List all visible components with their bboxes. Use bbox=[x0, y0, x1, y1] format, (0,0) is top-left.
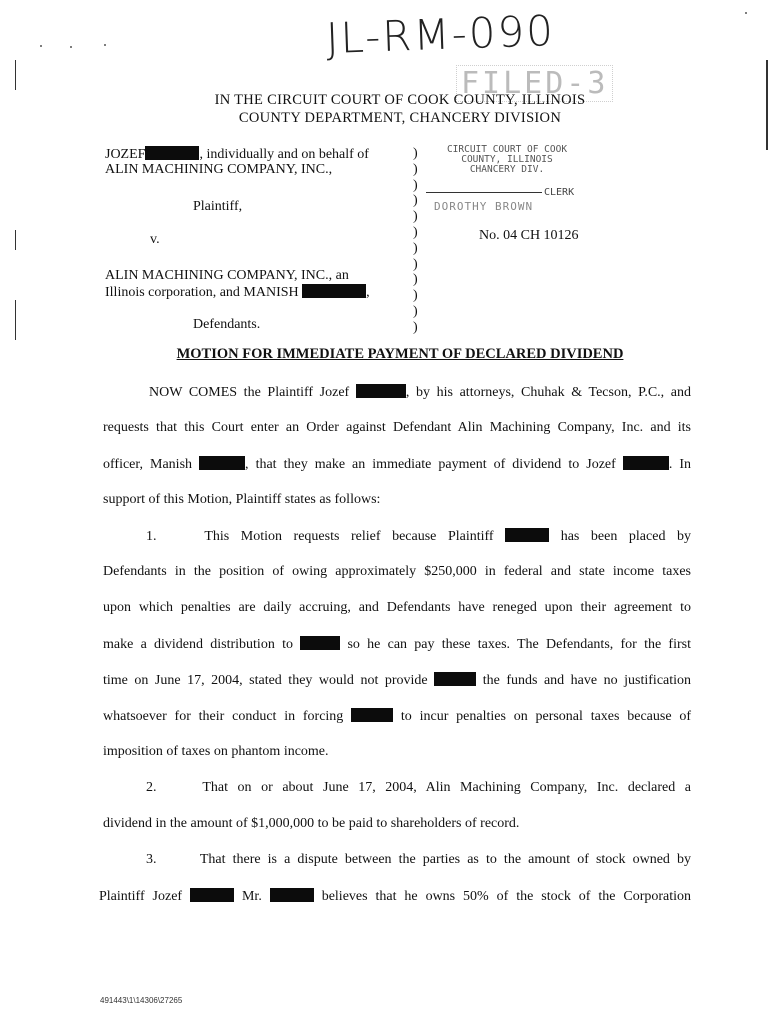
redaction-box bbox=[302, 284, 366, 298]
text-span: time on June 17, 2004, stated they would not provide bbox=[103, 673, 428, 688]
plaintiff-line-rest: , individually and on behalf of bbox=[199, 147, 369, 162]
redaction-box bbox=[623, 456, 669, 470]
redaction-box bbox=[145, 146, 199, 160]
text-span: That on or about June 17, 2004, Alin Machining Company, Inc. declared a bbox=[202, 780, 692, 795]
handwritten-document-id: JL-RM-090 bbox=[325, 6, 556, 63]
body-intro-line1 bbox=[149, 384, 691, 401]
redaction-box bbox=[505, 528, 549, 542]
redaction-box bbox=[434, 672, 476, 686]
scan-margin-mark bbox=[15, 300, 16, 340]
stamp-clerk-label: CLERK bbox=[544, 187, 575, 198]
text-span: , that they make an immediate payment of dividend to Jozef bbox=[245, 457, 616, 472]
paragraph-1-line4 bbox=[103, 636, 691, 653]
motion-title: MOTION FOR IMMEDIATE PAYMENT OF DECLARED DIVIDEND bbox=[176, 346, 624, 362]
caption-defendant-line1: ALIN MACHINING COMPANY, INC., an bbox=[105, 268, 349, 283]
redaction-box bbox=[351, 708, 393, 722]
document-footer-reference: 491443\1\14306\27265 bbox=[100, 996, 183, 1005]
text-span: Mr. bbox=[241, 889, 262, 904]
text-span: has been placed by bbox=[560, 529, 692, 544]
paragraph-2-line1 bbox=[103, 780, 691, 796]
court-heading-line1: IN THE CIRCUIT COURT OF COOK COUNTY, ILLINOIS bbox=[214, 92, 586, 108]
caption-defendant-line2: Illinois corporation, and MANISH , bbox=[105, 285, 370, 300]
body-intro-line2: requests that this Court enter an Order against Defendant Alin Machining Company, Inc. and its bbox=[103, 420, 691, 435]
clerk-signature-line bbox=[426, 192, 542, 193]
text-span: the funds and have no justification bbox=[482, 673, 692, 688]
text-span: officer, Manish bbox=[103, 457, 193, 472]
stamp-clerk-name: DOROTHY BROWN bbox=[434, 200, 534, 213]
text-span: Plaintiff Jozef bbox=[99, 889, 183, 904]
caption-defendants-label: Defendants. bbox=[193, 317, 261, 332]
paragraph-1-line1 bbox=[103, 528, 691, 545]
scan-speck bbox=[70, 46, 72, 48]
paragraph-3-line1 bbox=[103, 852, 691, 868]
text-span: . In bbox=[668, 457, 691, 472]
court-heading-line2: COUNTY DEPARTMENT, CHANCERY DIVISION bbox=[238, 110, 562, 126]
paragraph-1-line6 bbox=[103, 708, 691, 725]
paragraph-1-line7: imposition of taxes on phantom income. bbox=[103, 744, 329, 759]
paragraph-1-line3: upon which penalties are daily accruing, and Defendants have reneged upon their agreement to bbox=[103, 600, 691, 615]
text-span: This Motion requests relief because Plaintiff bbox=[204, 529, 494, 544]
scan-speck bbox=[745, 12, 747, 14]
paragraph-2-line2: dividend in the amount of $1,000,000 to be paid to shareholders of record. bbox=[103, 816, 520, 831]
scan-speck bbox=[40, 45, 42, 47]
redaction-box bbox=[356, 384, 406, 398]
paragraph-1-line2: Defendants in the position of owing approximately $250,000 in federal and state income taxes bbox=[103, 564, 691, 579]
redaction-box bbox=[270, 888, 314, 902]
stamp-line1: CIRCUIT COURT OF COOK bbox=[446, 144, 568, 155]
caption-plaintiff-line1 bbox=[105, 146, 369, 163]
paragraph-number: 2. bbox=[146, 780, 157, 795]
caption-parentheses: ) ) ) ) ) ) ) ) ) ) ) ) bbox=[413, 146, 418, 335]
scan-margin-mark bbox=[15, 60, 16, 90]
text-span: That there is a dispute between the parties as to the amount of stock owned by bbox=[199, 852, 691, 867]
filed-stamp-text: FILED-3 bbox=[456, 65, 613, 102]
stamp-line3: CHANCERY DIV. bbox=[469, 164, 545, 175]
scan-edge-mark bbox=[766, 60, 768, 150]
text-span: believes that he owns 50% of the stock of the Corporation bbox=[321, 889, 692, 904]
text-span: , by his attorneys, Chuhak & Tecson, P.C., and bbox=[405, 385, 691, 400]
paragraph-1-line5 bbox=[103, 672, 691, 689]
stamp-line2: COUNTY, ILLINOIS bbox=[461, 154, 553, 165]
text-span: whatsoever for their conduct in forcing bbox=[103, 709, 344, 724]
redaction-box bbox=[300, 636, 340, 650]
paragraph-number: 3. bbox=[146, 852, 157, 867]
paragraph-number: 1. bbox=[146, 529, 157, 544]
text-span: NOW COMES the Plaintiff Jozef bbox=[149, 385, 350, 400]
scan-speck bbox=[104, 44, 106, 46]
caption-plaintiff-label: Plaintiff, bbox=[193, 199, 243, 214]
text-span: to incur penalties on personal taxes because of bbox=[400, 709, 692, 724]
defendant-line2-text: Illinois corporation, and MANISH bbox=[105, 285, 299, 300]
case-number: No. 04 CH 10126 bbox=[479, 228, 579, 243]
court-received-stamp bbox=[432, 145, 582, 175]
body-intro-line4: support of this Motion, Plaintiff states as follows: bbox=[103, 492, 381, 507]
scan-margin-mark bbox=[15, 230, 16, 250]
text-span: so he can pay these taxes. The Defendants, for the first bbox=[347, 637, 691, 652]
paragraph-3-line2 bbox=[99, 888, 691, 905]
redaction-box bbox=[190, 888, 234, 902]
caption-versus: v. bbox=[150, 232, 160, 247]
text-span: make a dividend distribution to bbox=[103, 637, 293, 652]
caption-plaintiff-company: ALIN MACHINING COMPANY, INC., bbox=[105, 162, 333, 177]
body-intro-line3 bbox=[103, 456, 691, 473]
plaintiff-name: JOZEF bbox=[105, 147, 146, 162]
redaction-box bbox=[199, 456, 245, 470]
